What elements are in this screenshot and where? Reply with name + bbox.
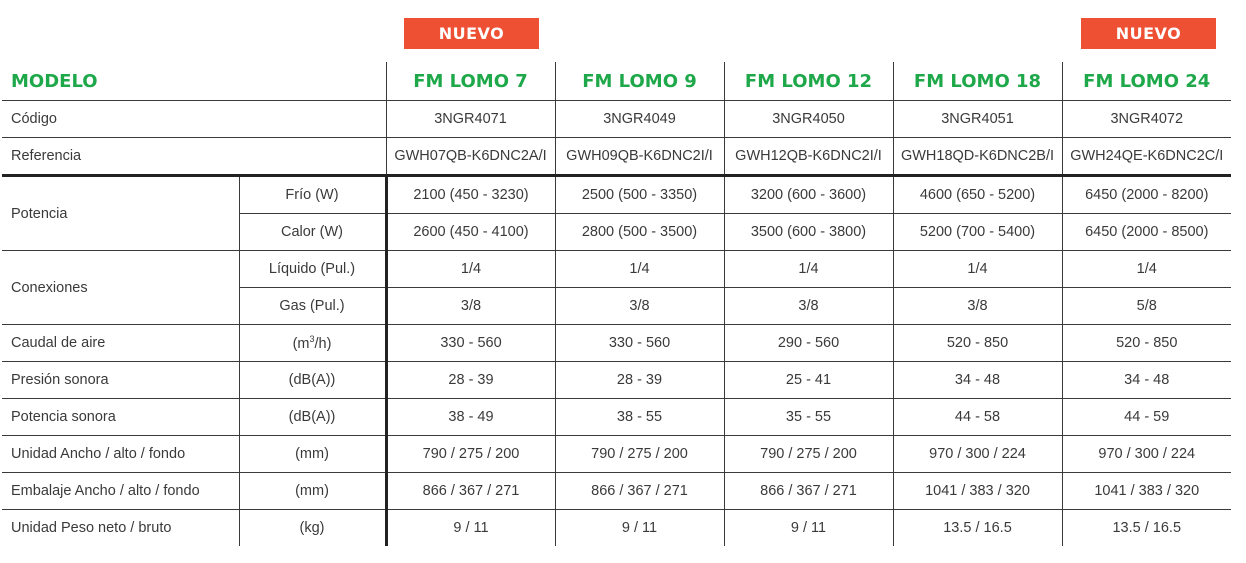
unit-label: Calor (W)	[239, 214, 386, 251]
unit-label: Gas (Pul.)	[239, 288, 386, 325]
row-label: Unidad Ancho / alto / fondo	[2, 436, 239, 473]
cell-value: 6450 (2000 - 8500)	[1062, 214, 1231, 251]
unit-superscript: 3	[309, 334, 315, 345]
caudal-row	[2, 325, 1231, 362]
header-row	[2, 62, 1231, 101]
row-label: Unidad Peso neto / bruto	[11, 520, 172, 536]
cell-value: 3NGR4071	[386, 101, 555, 138]
cell-value: 2100 (450 - 3230)	[386, 176, 555, 214]
cell-value: 35 - 55	[724, 399, 893, 436]
cell-value: 28 - 39	[386, 362, 555, 399]
cell-value: 44 - 59	[1062, 399, 1231, 436]
cell-value: GWH18QD-K6DNC2B/I	[893, 138, 1062, 176]
cell-value: 9 / 11	[724, 510, 893, 547]
cell-value: 5/8	[1062, 288, 1231, 325]
cell-value: 1041 / 383 / 320	[1062, 473, 1231, 510]
cell-value: 866 / 367 / 271	[724, 473, 893, 510]
cell-value: 790 / 275 / 200	[555, 436, 724, 473]
cell-value: 330 - 560	[386, 325, 555, 362]
unit-base: (m	[292, 335, 310, 352]
cell-value: 34 - 48	[1062, 362, 1231, 399]
cell-value: 3/8	[386, 288, 555, 325]
row-label: Código	[2, 101, 386, 138]
row-label: Caudal de aire	[2, 325, 239, 362]
unit-label: (kg)	[239, 510, 386, 547]
cell-value: 2800 (500 - 3500)	[555, 214, 724, 251]
unit-tail: /h)	[314, 335, 332, 352]
cell-value: 866 / 367 / 271	[555, 473, 724, 510]
cell-value: 790 / 275 / 200	[386, 436, 555, 473]
unit-label: Frío (W)	[239, 176, 386, 214]
cell-value: 3NGR4051	[893, 101, 1062, 138]
unit-label: Líquido (Pul.)	[239, 251, 386, 288]
cell-value: GWH09QB-K6DNC2I/I	[555, 138, 724, 176]
cell-value: 6450 (2000 - 8200)	[1062, 176, 1231, 214]
potencia-frio-row	[2, 176, 1231, 214]
model-name: FM LOMO 9	[555, 62, 724, 101]
cell-value: 13.5 / 16.5	[1062, 510, 1231, 547]
cell-value: 1/4	[893, 251, 1062, 288]
potencia-sonora-row	[2, 399, 1231, 436]
model-name: FM LOMO 24	[1062, 62, 1231, 101]
cell-value: 790 / 275 / 200	[724, 436, 893, 473]
cell-value: 28 - 39	[555, 362, 724, 399]
cell-value: 34 - 48	[893, 362, 1062, 399]
cell-value: 3/8	[555, 288, 724, 325]
row-label: Presión sonora	[2, 362, 239, 399]
embalaje-dim-row	[2, 473, 1231, 510]
new-badge-fm-lomo-24: NUEVO	[1081, 18, 1216, 49]
cell-value: 3NGR4050	[724, 101, 893, 138]
row-label: Potencia sonora	[2, 399, 239, 436]
cell-value: 1/4	[1062, 251, 1231, 288]
new-badge-fm-lomo-7: NUEVO	[404, 18, 539, 49]
cell-value: 25 - 41	[724, 362, 893, 399]
peso-row	[2, 510, 1231, 547]
cell-value: 290 - 560	[724, 325, 893, 362]
cell-value: 5200 (700 - 5400)	[893, 214, 1062, 251]
cell-value: GWH07QB-K6DNC2A/I	[386, 138, 555, 176]
unit-label: (dB(A))	[239, 362, 386, 399]
cell-value: 1/4	[555, 251, 724, 288]
cell-value: 3/8	[724, 288, 893, 325]
spec-table	[2, 62, 1231, 546]
cell-value: GWH24QE-K6DNC2C/I	[1062, 138, 1231, 176]
cell-value: 3200 (600 - 3600)	[724, 176, 893, 214]
row-label: Embalaje Ancho / alto / fondo	[2, 473, 239, 510]
model-name: FM LOMO 7	[386, 62, 555, 101]
unit-label	[239, 325, 386, 362]
cell-value: 970 / 300 / 224	[893, 436, 1062, 473]
row-label: Conexiones	[2, 251, 239, 325]
conexiones-liquido-row	[2, 251, 1231, 288]
unit-label: (mm)	[239, 436, 386, 473]
unit-label: (dB(A))	[239, 399, 386, 436]
cell-value: 3NGR4049	[555, 101, 724, 138]
cell-value: 44 - 58	[893, 399, 1062, 436]
cell-value: 2500 (500 - 3350)	[555, 176, 724, 214]
cell-value: 330 - 560	[555, 325, 724, 362]
codigo-row	[2, 101, 1231, 138]
model-name: FM LOMO 18	[893, 62, 1062, 101]
model-name: FM LOMO 12	[724, 62, 893, 101]
cell-value: 3/8	[893, 288, 1062, 325]
cell-value: 866 / 367 / 271	[386, 473, 555, 510]
cell-value: GWH12QB-K6DNC2I/I	[724, 138, 893, 176]
modelo-label: MODELO	[2, 62, 386, 101]
presion-row	[2, 362, 1231, 399]
referencia-row	[2, 138, 1231, 176]
cell-value: 9 / 11	[555, 510, 724, 547]
cell-value: 1/4	[386, 251, 555, 288]
unit-label: (mm)	[239, 473, 386, 510]
row-label: Potencia	[2, 176, 239, 251]
row-label: Referencia	[2, 138, 386, 176]
cell-value: 38 - 55	[555, 399, 724, 436]
cell-value: 3NGR4072	[1062, 101, 1231, 138]
cell-value: 1041 / 383 / 320	[893, 473, 1062, 510]
cell-value: 520 - 850	[893, 325, 1062, 362]
cell-value: 970 / 300 / 224	[1062, 436, 1231, 473]
unidad-dim-row	[2, 436, 1231, 473]
cell-value: 3500 (600 - 3800)	[724, 214, 893, 251]
cell-value: 4600 (650 - 5200)	[893, 176, 1062, 214]
cell-value: 38 - 49	[386, 399, 555, 436]
cell-value: 520 - 850	[1062, 325, 1231, 362]
cell-value: 2600 (450 - 4100)	[386, 214, 555, 251]
cell-value: 1/4	[724, 251, 893, 288]
cell-value: 13.5 / 16.5	[893, 510, 1062, 547]
cell-value: 9 / 11	[386, 510, 555, 547]
